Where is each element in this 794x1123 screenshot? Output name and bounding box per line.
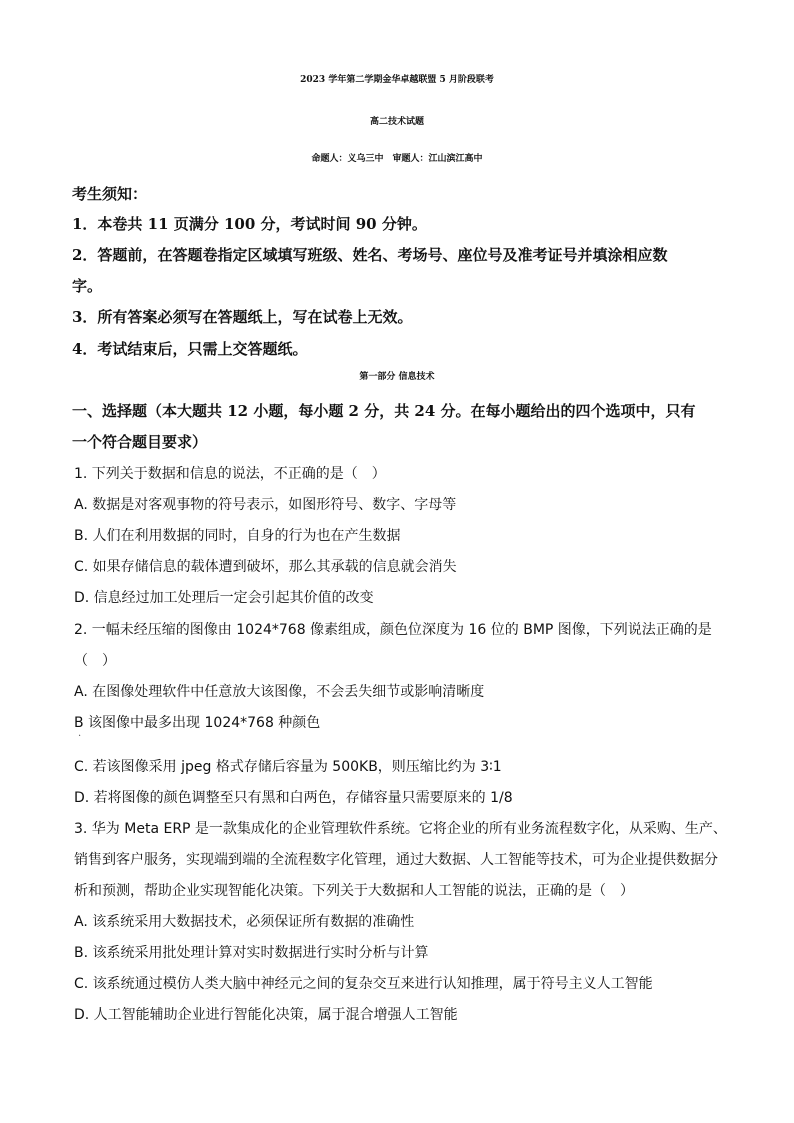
question-option: D. 若将图像的颜色调整至只有黑和白两色，存储容量只需要原来的 1/8: [74, 790, 513, 806]
question-option: D. 信息经过加工处理后一定会引起其价值的改变: [74, 590, 374, 606]
exam-title: 2023 学年第二学期金华卓越联盟 5 月阶段联考: [300, 75, 494, 85]
question-option: C. 该系统通过模仿人类大脑中神经元之间的复杂交互来进行认知推理，属于符号主义人工智能: [74, 976, 653, 992]
notice-item: 3．所有答案必须写在答题纸上，写在试卷上无效。: [72, 308, 413, 326]
question-option: B. 人们在利用数据的同时，自身的行为也在产生数据: [74, 528, 401, 544]
question-option: A. 数据是对客观事物的符号表示，如图形符号、数字、字母等: [74, 497, 457, 513]
notice-heading: 考生须知：: [72, 185, 148, 203]
question-stem: 2. 一幅未经压缩的图像由 1024*768 像素组成，颜色位深度为 16 位的 BMP 图像，下列说法正确的是: [74, 622, 712, 638]
part-title: 第一部分 信息技术: [359, 372, 435, 382]
question-option: A. 在图像处理软件中任意放大该图像，不会丢失细节或影响清晰度: [74, 684, 485, 700]
stray-mark: .: [78, 728, 82, 739]
question-stem: 1. 下列关于数据和信息的说法，不正确的是（ ）: [74, 466, 386, 482]
question-option: D. 人工智能辅助企业进行智能化决策，属于混合增强人工智能: [74, 1007, 458, 1023]
question-option: C. 如果存储信息的载体遭到破坏，那么其承载的信息就会消失: [74, 559, 457, 575]
notice-item: 2．答题前，在答题卷指定区域填写班级、姓名、考场号、座位号及准考证号并填涂相应数: [72, 246, 668, 264]
question-stem-cont: （ ）: [74, 653, 116, 669]
section-heading: 一、选择题（本大题共 12 小题，每小题 2 分，共 24 分。在每小题给出的四个选项中，只有: [72, 402, 696, 420]
section-heading-cont: 一个符合题目要求）: [72, 433, 208, 451]
question-stem: 3. 华为 Meta ERP 是一款集成化的企业管理软件系统。它将企业的所有业务流程数字化，从采购、生产、: [74, 821, 727, 837]
question-option: C. 若该图像采用 jpeg 格式存储后容量为 500KB，则压缩比约为 3∶1: [74, 759, 502, 775]
question-stem-cont: 析和预测，帮助企业实现智能化决策。下列关于大数据和人工智能的说法，正确的是（ ）: [74, 883, 634, 899]
notice-item: 字。: [72, 277, 103, 295]
question-stem-cont: 销售到客户服务，实现端到端的全流程数字化管理，通过大数据、人工智能等技术，可为企业提供数据分: [74, 852, 718, 868]
notice-item: 4．考试结束后，只需上交答题纸。: [72, 340, 308, 358]
question-option: B. 该系统采用批处理计算对实时数据进行实时分析与计算: [74, 945, 429, 961]
notice-item: 1．本卷共 11 页满分 100 分，考试时间 90 分钟。: [72, 215, 427, 233]
question-option: B 该图像中最多出现 1024*768 种颜色: [74, 715, 321, 731]
exam-authors: 命题人：义乌三中 审题人：江山滨江高中: [311, 154, 483, 164]
question-option: A. 该系统采用大数据技术，必须保证所有数据的准确性: [74, 914, 415, 930]
exam-subtitle: 高二技术试题: [369, 117, 424, 127]
